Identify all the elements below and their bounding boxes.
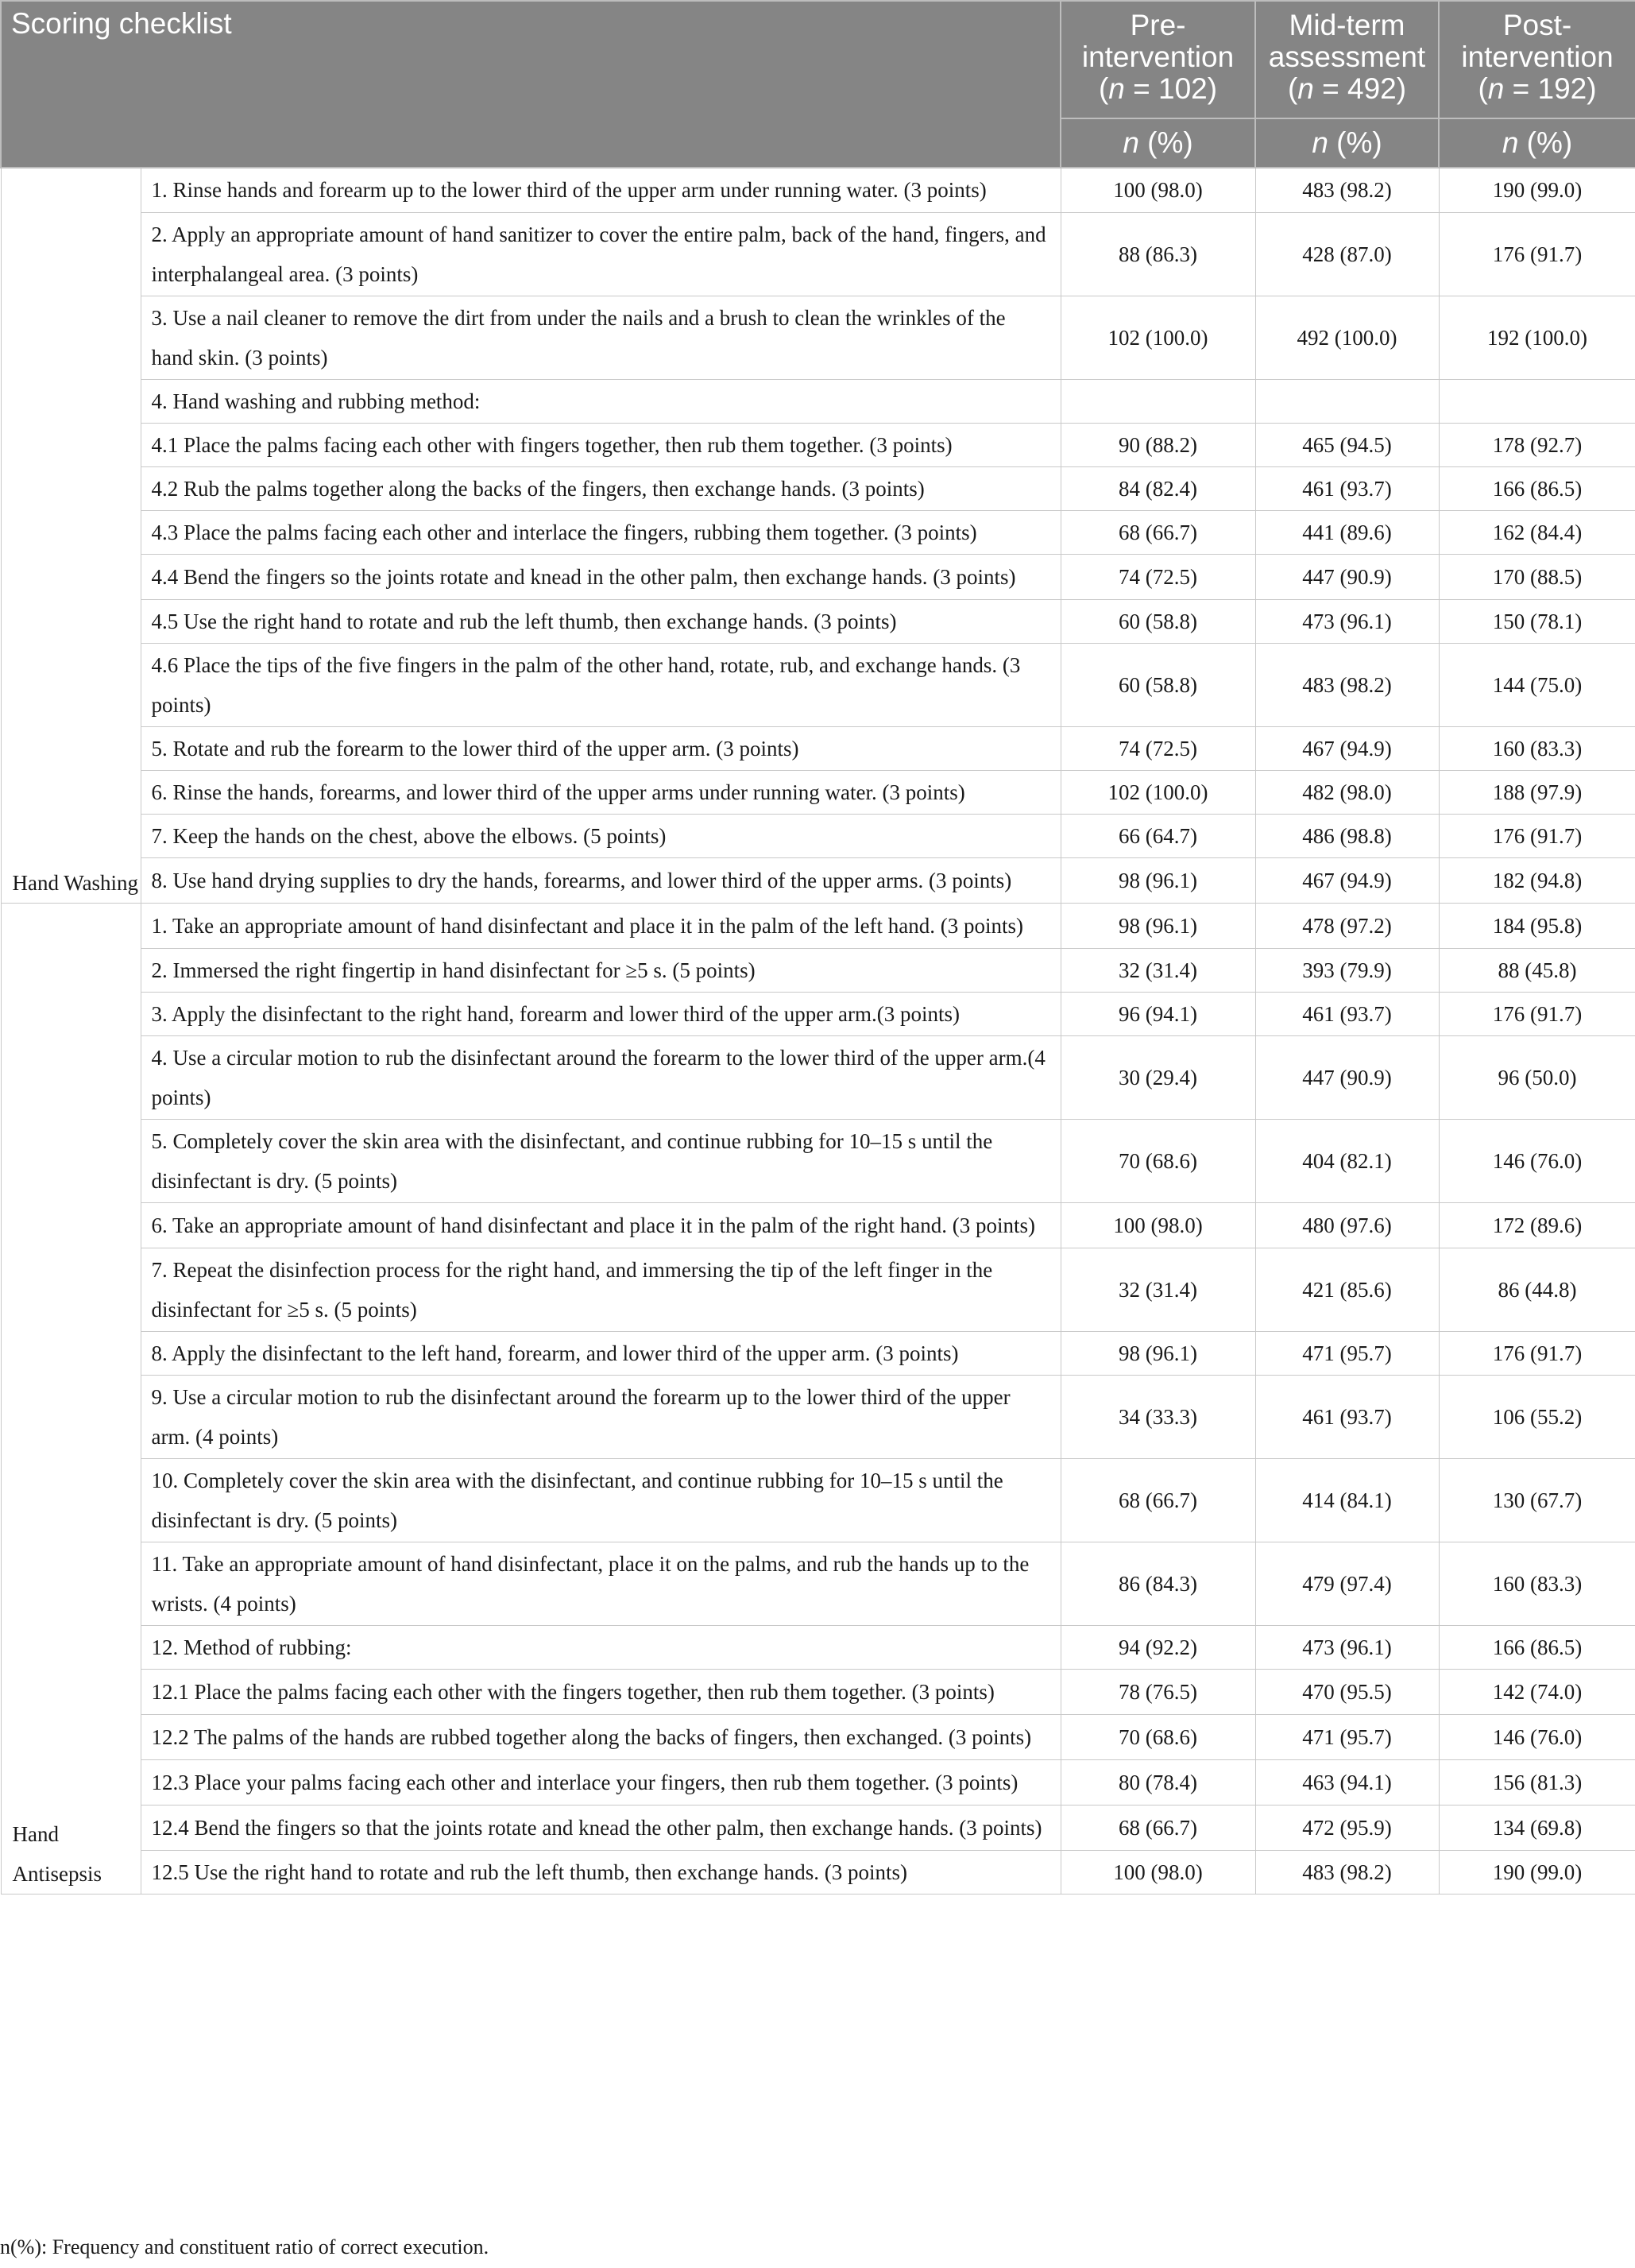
row-item-text: 12.3 Place your palms facing each other and interlace your fingers, then rub them together. (3 points): [141, 1759, 1061, 1805]
cell-mid: 473 (96.1): [1255, 599, 1439, 643]
cell-post: 176 (91.7): [1439, 1331, 1635, 1375]
table-row: [1, 466, 1635, 510]
cell-pre: 98 (96.1): [1061, 1331, 1255, 1375]
table-row: [1, 770, 1635, 814]
cell-pre: 70 (68.6): [1061, 1714, 1255, 1759]
row-item-text: 12.5 Use the right hand to rotate and rub the left thumb, then exchange hands. (3 points): [141, 1850, 1061, 1894]
cell-mid: 483 (98.2): [1255, 168, 1439, 212]
row-item-text: 12.4 Bend the fingers so that the joints rotate and knead the other palm, then exchange hands. (3 points): [141, 1805, 1061, 1850]
cell-mid: 486 (98.8): [1255, 814, 1439, 857]
cell-mid: 467 (94.9): [1255, 726, 1439, 770]
cell-pre: 32 (31.4): [1061, 1248, 1255, 1331]
table-row: [1, 554, 1635, 599]
subheader-mid: [1255, 118, 1439, 168]
cell-mid: 461 (93.7): [1255, 992, 1439, 1035]
row-item-text: 4.2 Rub the palms together along the backs of the fingers, then exchange hands. (3 points): [141, 466, 1061, 510]
cell-pre: 34 (33.3): [1061, 1375, 1255, 1458]
table-row: [1, 1805, 1635, 1850]
table-row: [1, 1759, 1635, 1805]
cell-mid: 463 (94.1): [1255, 1759, 1439, 1805]
cell-mid: 465 (94.5): [1255, 423, 1439, 466]
cell-pre: [1061, 379, 1255, 423]
cell-post: 86 (44.8): [1439, 1248, 1635, 1331]
cell-post: 176 (91.7): [1439, 814, 1635, 857]
row-item-text: 12. Method of rubbing:: [141, 1625, 1061, 1669]
header-mid-term-assessment: Mid-term assessment (n = 492): [1255, 1, 1439, 118]
table-row: [1, 1714, 1635, 1759]
cell-post: 184 (95.8): [1439, 903, 1635, 948]
cell-post: [1439, 379, 1635, 423]
header-title: Scoring checklist: [1, 1, 1061, 168]
cell-mid: 447 (90.9): [1255, 554, 1439, 599]
row-item-text: 7. Repeat the disinfection process for the right hand, and immersing the tip of the left finger in the disinfectant for ≥5 s. (5 points): [141, 1248, 1061, 1331]
row-item-text: 8. Use hand drying supplies to dry the hands, forearms, and lower third of the upper arms. (3 points): [141, 857, 1061, 903]
row-item-text: 7. Keep the hands on the chest, above the elbows. (5 points): [141, 814, 1061, 857]
group-label: Post-intervention: [1461, 9, 1614, 73]
row-item-text: 3. Use a nail cleaner to remove the dirt from under the nails and a brush to clean the wrinkles of the hand skin. (3 points): [141, 296, 1061, 379]
cell-post: 96 (50.0): [1439, 1035, 1635, 1119]
n-value: = 102: [1124, 72, 1208, 105]
section-label: Hand Washing: [1, 168, 141, 903]
cell-pre: 30 (29.4): [1061, 1035, 1255, 1119]
row-item-text: 1. Take an appropriate amount of hand disinfectant and place it in the palm of the left hand. (3 points): [141, 903, 1061, 948]
table-row: [1, 1248, 1635, 1331]
table-row: [1, 599, 1635, 643]
section-label: Hand Antisepsis: [1, 903, 141, 1894]
cell-post: 166 (86.5): [1439, 466, 1635, 510]
cell-pre: 74 (72.5): [1061, 554, 1255, 599]
table-row: [1, 212, 1635, 296]
table-row: [1, 1119, 1635, 1202]
cell-pre: 32 (31.4): [1061, 948, 1255, 992]
cell-mid: 428 (87.0): [1255, 212, 1439, 296]
cell-pre: 68 (66.7): [1061, 1805, 1255, 1850]
cell-post: 88 (45.8): [1439, 948, 1635, 992]
table-row: [1, 643, 1635, 726]
cell-pre: 68 (66.7): [1061, 1458, 1255, 1542]
table-row: [1, 1331, 1635, 1375]
cell-pre: 98 (96.1): [1061, 857, 1255, 903]
cell-pre: 100 (98.0): [1061, 1850, 1255, 1894]
row-item-text: 4. Use a circular motion to rub the disinfectant around the forearm to the lower third of the upper arm.(4 points): [141, 1035, 1061, 1119]
table-row: [1, 379, 1635, 423]
table-row: [1, 296, 1635, 379]
cell-mid: 441 (89.6): [1255, 510, 1439, 554]
cell-mid: 447 (90.9): [1255, 1035, 1439, 1119]
row-item-text: 5. Rotate and rub the forearm to the lower third of the upper arm. (3 points): [141, 726, 1061, 770]
cell-pre: 84 (82.4): [1061, 466, 1255, 510]
percent-label: (%): [1518, 126, 1573, 159]
cell-mid: 483 (98.2): [1255, 643, 1439, 726]
cell-post: 190 (99.0): [1439, 168, 1635, 212]
row-item-text: 4.6 Place the tips of the five fingers in the palm of the other hand, rotate, rub, and exchange hands. (3 points): [141, 643, 1061, 726]
cell-post: 134 (69.8): [1439, 1805, 1635, 1850]
row-item-text: 3. Apply the disinfectant to the right hand, forearm and lower third of the upper arm.(3 points): [141, 992, 1061, 1035]
cell-mid: 471 (95.7): [1255, 1331, 1439, 1375]
cell-post: 182 (94.8): [1439, 857, 1635, 903]
n-symbol: n: [1502, 126, 1519, 159]
cell-pre: 88 (86.3): [1061, 212, 1255, 296]
cell-mid: 482 (98.0): [1255, 770, 1439, 814]
group-label: Mid-term assessment: [1268, 9, 1426, 73]
cell-post: 172 (89.6): [1439, 1202, 1635, 1248]
row-item-text: 9. Use a circular motion to rub the disinfectant around the forearm up to the lower third of the upper arm. (4 points): [141, 1375, 1061, 1458]
row-item-text: 4.4 Bend the fingers so the joints rotate and knead in the other palm, then exchange hands. (3 points): [141, 554, 1061, 599]
cell-pre: 78 (76.5): [1061, 1669, 1255, 1714]
row-item-text: 11. Take an appropriate amount of hand disinfectant, place it on the palms, and rub the hands up to the wrists. (4 points): [141, 1542, 1061, 1625]
n-symbol: n: [1312, 126, 1328, 159]
cell-post: 144 (75.0): [1439, 643, 1635, 726]
cell-post: 176 (91.7): [1439, 212, 1635, 296]
n-symbol: n: [1297, 72, 1314, 105]
row-item-text: 12.2 The palms of the hands are rubbed together along the backs of fingers, then exchanged. (3 points): [141, 1714, 1061, 1759]
cell-pre: 96 (94.1): [1061, 992, 1255, 1035]
cell-post: 170 (88.5): [1439, 554, 1635, 599]
table-row: [1, 168, 1635, 212]
cell-pre: 102 (100.0): [1061, 296, 1255, 379]
row-item-text: 10. Completely cover the skin area with the disinfectant, and continue rubbing for 10–15 s until the disinfectant is dry. (5 points): [141, 1458, 1061, 1542]
row-item-text: 6. Rinse the hands, forearms, and lower third of the upper arms under running water. (3 points): [141, 770, 1061, 814]
cell-pre: 68 (66.7): [1061, 510, 1255, 554]
table-row: [1, 1458, 1635, 1542]
cell-post: 188 (97.9): [1439, 770, 1635, 814]
row-item-text: 12.1 Place the palms facing each other with the fingers together, then rub them together. (3 points): [141, 1669, 1061, 1714]
cell-mid: 478 (97.2): [1255, 903, 1439, 948]
table-row: [1, 1202, 1635, 1248]
table-row: [1, 903, 1635, 948]
cell-pre: 100 (98.0): [1061, 168, 1255, 212]
cell-pre: 94 (92.2): [1061, 1625, 1255, 1669]
row-item-text: 4.3 Place the palms facing each other and interlace the fingers, rubbing them together. (3 points): [141, 510, 1061, 554]
cell-pre: 60 (58.8): [1061, 643, 1255, 726]
row-item-text: 1. Rinse hands and forearm up to the lower third of the upper arm under running water. (3 points): [141, 168, 1061, 212]
cell-mid: 421 (85.6): [1255, 1248, 1439, 1331]
cell-post: 160 (83.3): [1439, 726, 1635, 770]
row-item-text: 5. Completely cover the skin area with the disinfectant, and continue rubbing for 10–15 s until the disinfectant is dry. (5 points): [141, 1119, 1061, 1202]
row-item-text: 4.5 Use the right hand to rotate and rub the left thumb, then exchange hands. (3 points): [141, 599, 1061, 643]
cell-pre: 90 (88.2): [1061, 423, 1255, 466]
cell-post: 146 (76.0): [1439, 1119, 1635, 1202]
cell-post: 166 (86.5): [1439, 1625, 1635, 1669]
table-row: [1, 1850, 1635, 1894]
cell-mid: 467 (94.9): [1255, 857, 1439, 903]
subheader-post: [1439, 118, 1635, 168]
table-row: [1, 1669, 1635, 1714]
table-footnote: n(%): Frequency and constituent ratio of correct execution.: [0, 2235, 489, 2258]
table-row: [1, 726, 1635, 770]
row-item-text: 2. Immersed the right fingertip in hand disinfectant for ≥5 s. (5 points): [141, 948, 1061, 992]
cell-pre: 86 (84.3): [1061, 1542, 1255, 1625]
percent-label: (%): [1328, 126, 1382, 159]
cell-post: 142 (74.0): [1439, 1669, 1635, 1714]
table-row: [1, 423, 1635, 466]
table-row: [1, 857, 1635, 903]
cell-post: 160 (83.3): [1439, 1542, 1635, 1625]
table-row: [1, 948, 1635, 992]
cell-pre: 100 (98.0): [1061, 1202, 1255, 1248]
cell-pre: 80 (78.4): [1061, 1759, 1255, 1805]
cell-post: 190 (99.0): [1439, 1850, 1635, 1894]
cell-pre: 70 (68.6): [1061, 1119, 1255, 1202]
cell-pre: 60 (58.8): [1061, 599, 1255, 643]
subheader-pre: [1061, 118, 1255, 168]
cell-mid: [1255, 379, 1439, 423]
cell-pre: 66 (64.7): [1061, 814, 1255, 857]
cell-mid: 404 (82.1): [1255, 1119, 1439, 1202]
cell-pre: 74 (72.5): [1061, 726, 1255, 770]
row-item-text: 2. Apply an appropriate amount of hand sanitizer to cover the entire palm, back of the hand, fingers, and interphalangeal area. (3 points): [141, 212, 1061, 296]
n-value: = 492: [1313, 72, 1397, 105]
cell-mid: 483 (98.2): [1255, 1850, 1439, 1894]
cell-post: 150 (78.1): [1439, 599, 1635, 643]
table-body: [1, 168, 1635, 1894]
cell-mid: 461 (93.7): [1255, 466, 1439, 510]
n-value: = 192: [1504, 72, 1587, 105]
percent-label: (%): [1138, 126, 1193, 159]
cell-post: 178 (92.7): [1439, 423, 1635, 466]
cell-post: 106 (55.2): [1439, 1375, 1635, 1458]
table-row: [1, 1375, 1635, 1458]
cell-post: 192 (100.0): [1439, 296, 1635, 379]
n-symbol: n: [1108, 72, 1125, 105]
n-symbol: n: [1123, 126, 1139, 159]
cell-post: 130 (67.7): [1439, 1458, 1635, 1542]
header-post-intervention: Post-intervention (n = 192): [1439, 1, 1635, 118]
cell-mid: 461 (93.7): [1255, 1375, 1439, 1458]
cell-post: 146 (76.0): [1439, 1714, 1635, 1759]
table-row: [1, 510, 1635, 554]
table-row: [1, 1542, 1635, 1625]
cell-post: 162 (84.4): [1439, 510, 1635, 554]
table-header: [1, 1, 1635, 168]
n-symbol: n: [1487, 72, 1505, 105]
cell-mid: 470 (95.5): [1255, 1669, 1439, 1714]
cell-mid: 393 (79.9): [1255, 948, 1439, 992]
cell-mid: 414 (84.1): [1255, 1458, 1439, 1542]
cell-post: 176 (91.7): [1439, 992, 1635, 1035]
cell-pre: 98 (96.1): [1061, 903, 1255, 948]
table-row: [1, 1035, 1635, 1119]
cell-mid: 480 (97.6): [1255, 1202, 1439, 1248]
row-item-text: 6. Take an appropriate amount of hand disinfectant and place it in the palm of the right hand. (3 points): [141, 1202, 1061, 1248]
table-row: [1, 814, 1635, 857]
cell-mid: 473 (96.1): [1255, 1625, 1439, 1669]
cell-post: 156 (81.3): [1439, 1759, 1635, 1805]
cell-pre: 102 (100.0): [1061, 770, 1255, 814]
row-item-text: 4. Hand washing and rubbing method:: [141, 379, 1061, 423]
table-row: [1, 1625, 1635, 1669]
header-pre-intervention: Pre-intervention (n = 102): [1061, 1, 1255, 118]
cell-mid: 471 (95.7): [1255, 1714, 1439, 1759]
row-item-text: 8. Apply the disinfectant to the left hand, forearm, and lower third of the upper arm. (3 points): [141, 1331, 1061, 1375]
table-row: [1, 992, 1635, 1035]
cell-mid: 492 (100.0): [1255, 296, 1439, 379]
row-item-text: 4.1 Place the palms facing each other with fingers together, then rub them together. (3 points): [141, 423, 1061, 466]
cell-mid: 472 (95.9): [1255, 1805, 1439, 1850]
group-label: Pre-intervention: [1081, 9, 1235, 73]
cell-mid: 479 (97.4): [1255, 1542, 1439, 1625]
